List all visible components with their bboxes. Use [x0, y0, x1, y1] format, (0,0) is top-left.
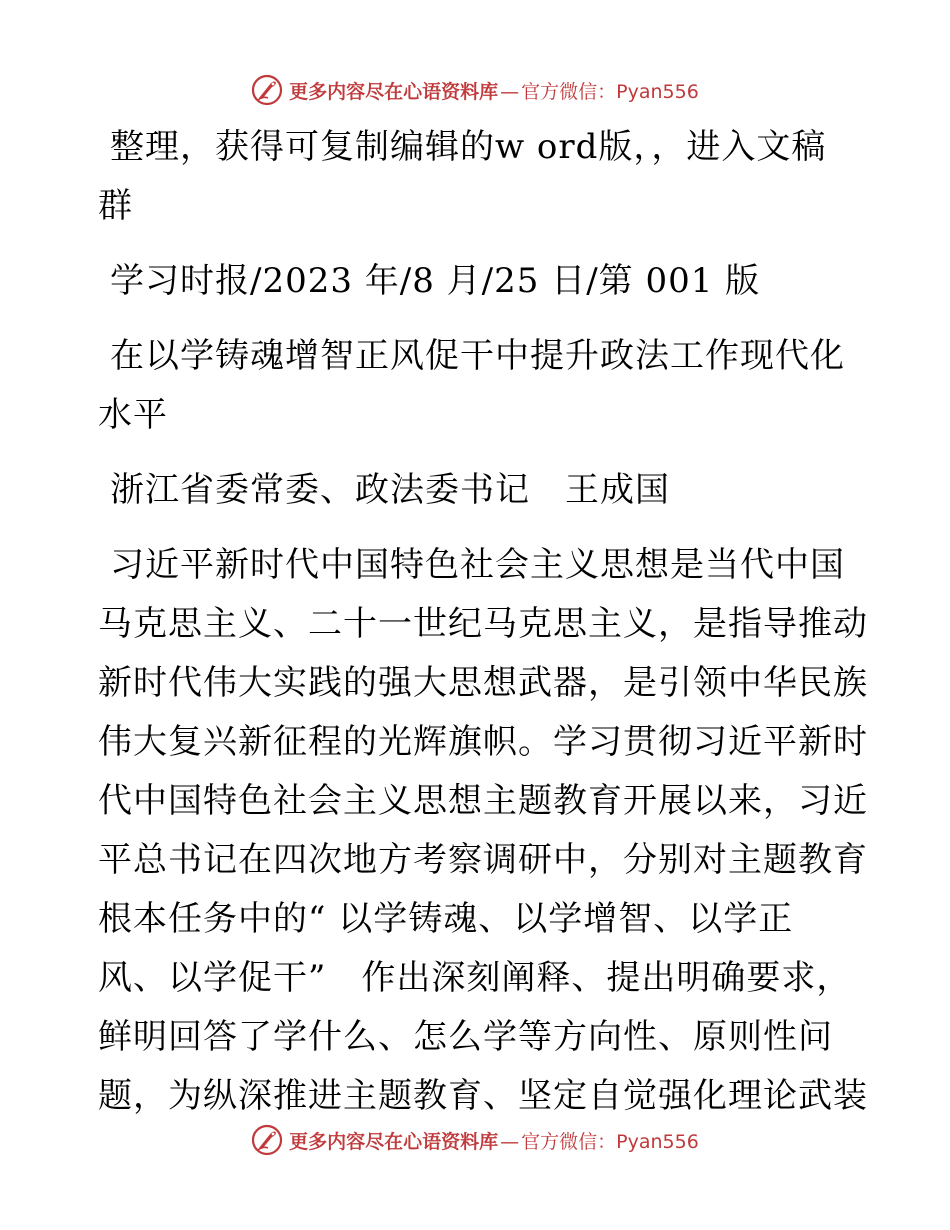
- body-line: 伟大复兴新征程的光辉旗帜。学习贯彻习近平新时: [98, 722, 868, 762]
- footer-watermark-text: [289, 1127, 699, 1154]
- footer-watermark-inner: [251, 1124, 699, 1156]
- footer-watermark-banner: [0, 1120, 950, 1160]
- header-watermark-banner: [0, 70, 950, 110]
- footer-watermark-main-text: 更多内容尽在心语资料库: [289, 1130, 499, 1153]
- quill-pen-logo-icon: [251, 74, 283, 106]
- title-paragraph: [98, 327, 858, 445]
- body-line: 题，为纵深推进主题教育、坚定自觉强化理论武装: [98, 1076, 868, 1116]
- source-paragraph: [98, 252, 858, 311]
- header-watermark-text: [289, 77, 699, 104]
- quill-pen-logo-icon: [251, 1124, 283, 1156]
- body-line: 代中国特色社会主义思想主题教育开展以来，习近: [98, 781, 868, 821]
- author-paragraph: [98, 461, 858, 520]
- footer-watermark-dash: —: [500, 1130, 520, 1153]
- header-watermark-dash: —: [500, 80, 520, 103]
- body-line: 新时代伟大实践的强大思想武器，是引领中华民族: [98, 663, 868, 703]
- body-line: 习近平新时代中国特色社会主义思想是当代中国: [110, 545, 845, 585]
- title-line-1: 在以学铸魂增智正风促干中提升政法工作现代化: [110, 336, 845, 376]
- footer-watermark-contact: 官方微信：Pyan556: [521, 1130, 699, 1153]
- body-paragraph: [98, 536, 868, 1126]
- header-watermark-contact: 官方微信：Pyan556: [521, 80, 699, 103]
- body-line: 鲜明回答了学什么、怎么学等方向性、原则性问: [98, 1017, 833, 1057]
- header-watermark-inner: [251, 74, 699, 106]
- intro-line-1: 整理，获得可复制编辑的w ord版，，进入文稿: [110, 127, 827, 167]
- body-line: 根本任务中的“ 以学铸魂、以学增智、以学正: [98, 899, 794, 939]
- title-line-2: 水平: [98, 395, 168, 435]
- body-line: 马克思主义、二十一世纪马克思主义，是指导推动: [98, 604, 868, 644]
- intro-line-2: 群: [98, 186, 133, 226]
- body-line: 风、以学促干” 作出深刻阐释、提出明确要求，: [98, 958, 852, 998]
- document-body: [98, 118, 868, 1126]
- body-line: 平总书记在四次地方考察调研中，分别对主题教育: [98, 840, 868, 880]
- source-line: 学习时报/2023 年/8 月/25 日/第 001 版: [110, 261, 761, 301]
- author-line: 浙江省委常委、政法委书记 王成国: [110, 470, 670, 510]
- header-watermark-main-text: 更多内容尽在心语资料库: [289, 80, 499, 103]
- intro-paragraph: [98, 118, 858, 236]
